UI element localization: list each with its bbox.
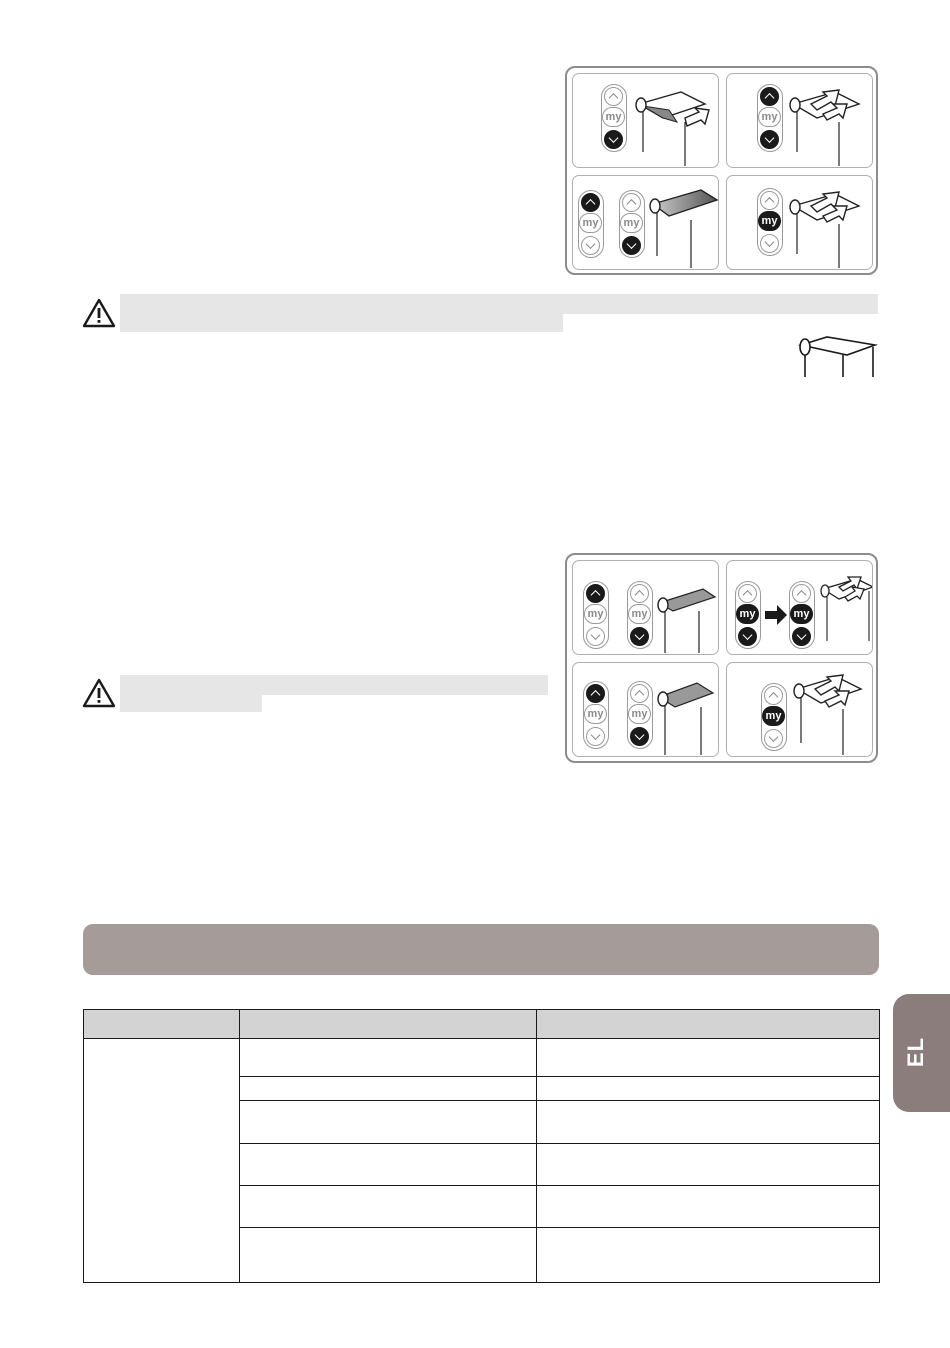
language-tab bbox=[893, 994, 950, 1112]
cause-cell bbox=[239, 1186, 537, 1228]
column-header-cause bbox=[239, 1010, 537, 1039]
solution-cell bbox=[537, 1077, 880, 1101]
figure-cell-5 bbox=[572, 560, 719, 655]
cause-cell bbox=[239, 1101, 537, 1144]
warning-triangle-icon bbox=[82, 678, 116, 708]
my-button: my bbox=[579, 213, 602, 233]
figure-cell-1 bbox=[572, 73, 719, 168]
my-button: my bbox=[628, 604, 651, 624]
my-button: my bbox=[628, 704, 651, 724]
cause-cell bbox=[239, 1144, 537, 1186]
solution-cell bbox=[537, 1039, 880, 1077]
figure-cell-7 bbox=[572, 662, 719, 757]
column-header-solution bbox=[537, 1010, 880, 1039]
my-button: my bbox=[758, 107, 781, 127]
solution-cell bbox=[537, 1144, 880, 1186]
language-label: EL bbox=[903, 1036, 929, 1068]
awning-illustration bbox=[727, 663, 873, 757]
my-button: my bbox=[584, 604, 607, 624]
solution-cell bbox=[537, 1186, 880, 1228]
figure-cell-3 bbox=[572, 175, 719, 270]
cause-cell bbox=[239, 1077, 537, 1101]
awning-illustration bbox=[727, 561, 873, 655]
my-button-pressed: my bbox=[790, 604, 813, 624]
warning-banner-line-2 bbox=[120, 314, 563, 332]
solution-cell bbox=[537, 1228, 880, 1283]
solution-cell bbox=[537, 1101, 880, 1144]
my-button: my bbox=[584, 704, 607, 724]
figure-cell-2 bbox=[726, 73, 873, 168]
figure-panel-top bbox=[565, 66, 878, 275]
my-button: my bbox=[620, 213, 643, 233]
my-button-pressed: my bbox=[762, 706, 785, 726]
awning-illustration bbox=[573, 74, 719, 168]
my-button: my bbox=[602, 107, 625, 127]
warning-banner-line-1 bbox=[120, 294, 878, 314]
cause-cell bbox=[239, 1228, 537, 1283]
figure-cell-8 bbox=[726, 662, 873, 757]
table-row bbox=[84, 1039, 880, 1077]
column-header-problem bbox=[84, 1010, 240, 1039]
awning-illustration bbox=[727, 176, 873, 270]
my-button-pressed: my bbox=[758, 211, 781, 231]
troubleshooting-table bbox=[83, 1009, 880, 1283]
warning-banner-line-2 bbox=[120, 695, 262, 712]
problem-cell bbox=[84, 1039, 240, 1283]
table-header-row bbox=[84, 1010, 880, 1039]
cause-cell bbox=[239, 1039, 537, 1077]
figure-cell-6 bbox=[726, 560, 873, 655]
figure-panel-bottom bbox=[565, 553, 878, 763]
warning-triangle-icon bbox=[82, 298, 116, 328]
figure-cell-4 bbox=[726, 175, 873, 270]
awning-illustration bbox=[573, 663, 719, 757]
awning-illustration bbox=[573, 176, 719, 270]
awning-illustration bbox=[727, 74, 873, 168]
awning-illustration bbox=[573, 561, 719, 655]
warning-banner-line-1 bbox=[120, 675, 548, 695]
awning-icon bbox=[797, 333, 879, 377]
my-button-pressed: my bbox=[736, 604, 759, 624]
section-header-bar bbox=[83, 924, 879, 975]
